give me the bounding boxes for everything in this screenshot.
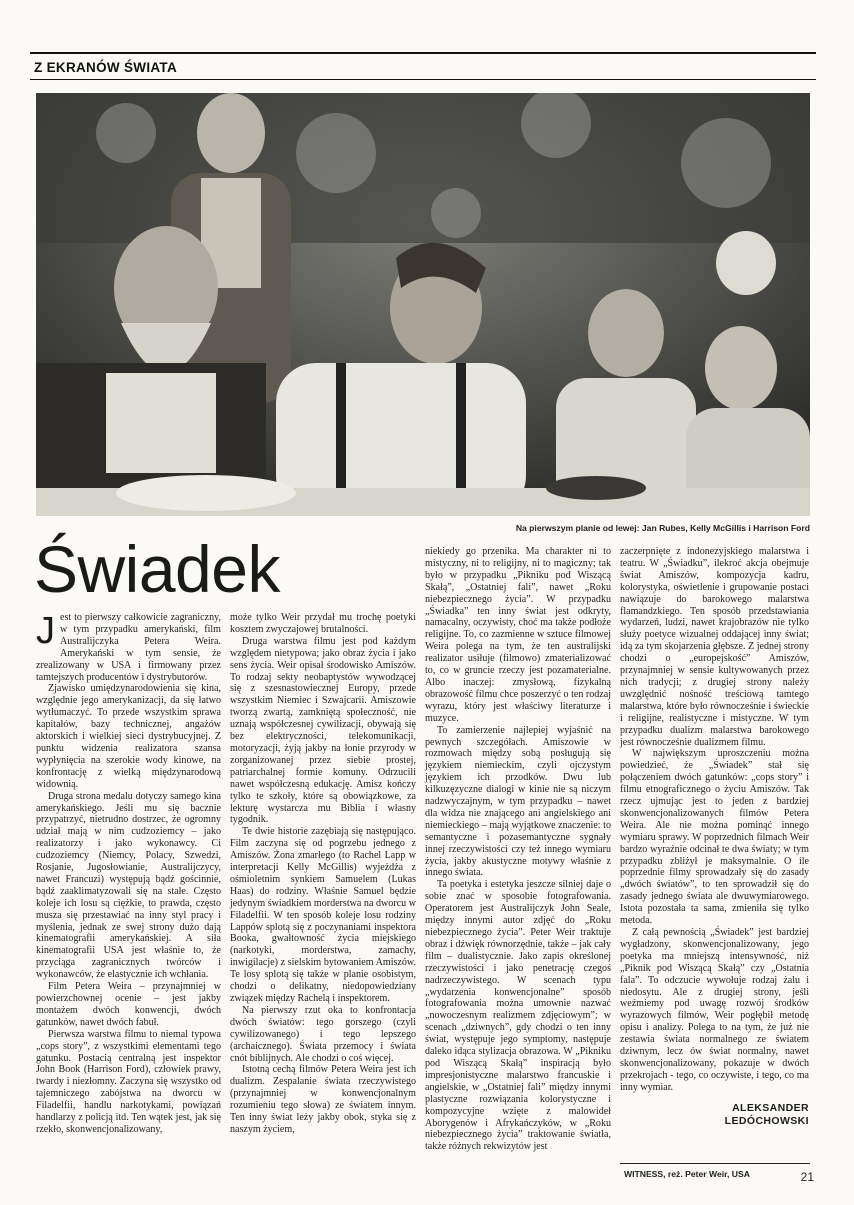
article-column-2 bbox=[230, 612, 416, 1136]
article-column-1 bbox=[36, 612, 221, 1136]
paragraph: Pierwsza warstwa filmu to niemal typowa „cops story”, z wszystkimi elementami tego gatunku. Postacią centralną jest inspektor John Book (Harrison Ford), człowiek prawy, twardy i niezłomny. Zaczyna się wszystko od tajemniczego zabójstwa na dworcu w Filadelfii, handlu narkotykami, powiązań handlarzy z policją itd. Ten wątek jest, jak się rzekło, skonwencjonalizowany, bbox=[36, 1028, 221, 1135]
article-column-4 bbox=[620, 546, 809, 1128]
section-heading: Z EKRANÓW ŚWIATA bbox=[34, 60, 178, 75]
credit-rule bbox=[620, 1163, 810, 1164]
author-first-name: ALEKSANDER bbox=[732, 1101, 809, 1114]
photo-caption: Na pierwszym planie od lewej: Jan Rubes, Kelly McGillis i Harrison Ford bbox=[515, 523, 810, 533]
top-rule bbox=[30, 52, 816, 54]
paragraph: niekiedy go przenika. Ma charakter ni to mistyczny, ni to religijny, ni to magiczny; tak było w przypadku „Pikniku pod Wiszącą Skałą”, „Ostatniej fali”, nawet „Roku niebezpiecznego życia”. W przypadku „Świadka” ten inny świat jest odkryty, namacalny, oczywisty, choć ma także podłoże religijne. To, co zazmienne w sztuce filmowej Weira polega na tym, że ten australijski realizator usiłuje (filmowo) zmaterializować to, co w gruncie rzeczy jest pozamaterialne. Albo inaczej: zmysłową, fizykalną obrazowość filmu chce poszerzyć o ten rodzaj wyrazu, który jest właściwy literaturze i muzyce. bbox=[425, 546, 611, 724]
paragraph: W największym uproszczeniu można powiedzieć, że „Świadek” stał się połączeniem dwóch gatunków: „cops story” i filmu etnograficznego o życiu Amiszów. Tak rzecz ujmując jest to jeden z bardziej skonwencjonalizowanych filmów Petera Weira. Ale nie można pominąć innego wymiaru sprawy. W poprzednich filmach Weir bardzo wyraźnie odcinał te dwa światy; w tym przypadku zbliżył je maksymalnie. O ile poprzednie filmy sprowadzały się do zasady „dwóch światów”, to ten sprowadził się do zasady jednego świata ale dwuwymiarowego. Istota pozostała ta sama, zmieniła się tylko metoda. bbox=[620, 748, 809, 927]
page-number: 21 bbox=[800, 1170, 814, 1184]
paragraph: zaczerpnięte z indonezyjskiego malarstwa i teatru. W „Świadku”, ilekroć akcja obejmuje świat Amiszów, kompozycja kadru, kolorystyka, oświetlenie i grupowanie postaci nawiązuje do barokowego malarstwa flamandzkiego. Ten sposób przedstawiania wydarzeń, ludzi, nawet krajobrazów nie tylko służy poetyce wizualnej oddającej inny świat; idą za tym skojarzenia głębsze. Z jednej strony chodzi o „europejskość” Amiszów, przynajmniej w sensie kultywowanych przez nich tradycji; z drugiej strony należy uwzględnić nośność treściową tamtego malarstwa, które było równocześnie i świeckie i religijne, realistyczne i mistyczne. W tym przypadku dualizm malarstwa barokowego jest równocześnie dualizmem filmu. bbox=[620, 546, 809, 748]
paragraph: Na pierwszy rzut oka to konfrontacja dwóch światów: tego gorszego (czyli cywilizowanego) i tego lepszego (archaicznego). Świata przemocy i świata cnót biblijnych. Ale chodzi o coś więcej. bbox=[230, 1004, 416, 1064]
article-column-3 bbox=[425, 546, 611, 1153]
paragraph: Druga warstwa filmu jest pod każdym względem nietypowa; jako obraz życia i jako sens życia. Weir opisał środowisko Amiszów. To rodzaj sekty neobaptystów wywodzącej się z szesnastowiecznej Europy, przede wszystkim Niemiec i Szwajcarii. Amiszowie tworzą zwartą, zamkniętą społeczność, nie uznają współczesnej cywilizacji, obywają się bez elektryczności, telekomunikacji, motoryzacji, żyją jakby na łonie przyrody w zorganizowanej przez siebie prostej, patriarchalnej formie komuny. Odrzucili nawet współczesną edukację. Amisz kończy tylko te szkoły, które są obowiązkowe, za lekturę wystarcza mu Biblia i własny tygodnik. bbox=[230, 635, 416, 826]
paragraph: Zjawisko umiędzynarodowienia się kina, względnie jego amerykanizacji, da się łatwo wytłumaczyć. To przede wszystkim sprawa kapitałów, bazy technicznej, angażów aktorskich i wielkiej sieci dystrybucyjnej. Z punktu widzenia realizatora szansa wypłynięcia na szerokie wody kinowe, na konfrontację z wielką międzynarodową widownią. bbox=[36, 683, 221, 790]
paragraph: Film Petera Weira – przynajmniej w powierzchownej ocenie – jest jakby montażem dwóch konwencji, dwóch gatunków, nawet dwóch fabuł. bbox=[36, 981, 221, 1028]
paragraph: Te dwie historie zazębiają się następująco. Film zaczyna się od pogrzebu jednego z Amiszów. Żona zmarłego (to Rachel Lapp w interpretacji Kelly McGillis) wyjeżdża z ośmioletnim synkiem Samuelem (Lukas Haas) do rodziny. Właśnie Samuel będzie jedynym świadkiem morderstwa na dworcu w Filadelfii. W ten sposób koleje losu rodziny Lappów splotą się z poczynaniami inspektora Booka, gwałtowność życia miejskiego (narkotyki, morderstwa, zamachy, inwigilacje) z sielskim bytowaniem Amiszów. Te losy splotą się także w planie osobistym, chodzi o delikatny, niedopowiedziany związek między Rachelą i inspektorem. bbox=[230, 826, 416, 1004]
paragraph: Istotną cechą filmów Petera Weira jest ich dualizm. Zespalanie świata rzeczywistego (przynajmniej w konwencjonalnym rozumieniu tego słowa) ze światem innym. Ten inny świat leży jakby obok, styka się z naszym życiem, bbox=[230, 1064, 416, 1135]
author-last-name: LEDÓCHOWSKI bbox=[724, 1114, 809, 1127]
drop-cap: J bbox=[36, 610, 55, 652]
paragraph: Z całą pewnością „Świadek” jest bardziej wygładzony, skonwencjonalizowany, jego poetyka ma mniejszą intensywność, niż „Piknik pod Wiszącą Skałą” czy „Ostatnia fala”. To odczucie wywołuje rodzaj żalu i niedosytu. Ale z drugiej strony, jeśli weźmiemy pod uwagę rozwój środków wyrazowych filmów, Weir pogłębił metodę opisu i analizy. Polega to na tym, że już nie zestawia świata normalnego ze światem dziwnym, lecz ów świat normalny, nawet skonwencjonalizowany, pokazuje w dwóch przekrojach - tego, co oczywiste, i tego, co ma inny wymiar. bbox=[620, 927, 809, 1093]
paragraph: Druga strona medalu dotyczy samego kina amerykańskiego. Jeśli mu się bacznie przypatrzyć, nietrudno dostrzec, że ogromny udział mają w nim cudzoziemcy – jako realizatorzy i jako wykonawcy. Ci cudzoziemcy (Niemcy, Polacy, Szwedzi, Rosjanie, Jugosłowianie, Australijczycy, nawet Francuzi) występują bądź gościnnie, bądź zaaklimatyzowali się na stałe. Często koleje ich losu są ciężkie, to prawda, często musza się przestawiać na inny styl pracy i myślenia, jednak ze swej strony dużo dają kinematografii amerykańskiej. A siła kinematografii USA jest właśnie to, że przyciąga zagranicznych twórców i wykonawców, że elastycznie ich wchłania. bbox=[36, 790, 221, 981]
photo-illustration bbox=[36, 93, 810, 516]
film-credit: WITNESS, reż. Peter Weir, USA bbox=[624, 1169, 750, 1179]
paragraph: Ta poetyka i estetyka jeszcze silniej daje o sobie znać w sposobie fotografowania. Operatorem jest Australijczyk John Seale, między innymi autor zdjęć do „Roku niebezpiecznego życia”. Peter Weir traktuje obraz i dźwięk równorzędnie, także – jak cały film – dualistycznie. Jako zapis określonej rzeczywistości i jako penetrację czegoś nadrzeczywistego. W scenach typu „wydarzenia konwencjonalne” sposób fotografowania można umownie nazwać „nowoczesnym realizmem zdjęciowym”; w scenach „dziwnych”, gdy chodzi o ten inny świat, występuje jego symptomy, następuje daleko idąca stylizacja obrazowa. W „Pikniku pod Wiszącą Skałą” inspiracją było impresjonistyczne malarstwo francuskie i angielskie, w „Ostatniej fali” między innymi plastyczne rozwiązania kolorystyczne i kompozycyjne wzięte z malowideł Aborygenów i Afrykańczyków, w „Roku niebezpiecznego życia” traktowanie światła, także różnych rekwizytów jest bbox=[425, 879, 611, 1153]
article-title: Świadek bbox=[34, 532, 280, 606]
section-rule bbox=[30, 79, 816, 80]
paragraph: To zamierzenie najlepiej wyjaśnić na pewnych szczegółach. Amiszowie w rozmowach między sobą posługują się językiem niemieckim, czyli ojczystym językiem ich przodków. Dwu lub kilkuzęzyczne dialogi w kinie nie są niczym nadzwyczajnym, w tym przypadku – nawet dla widza nie znającego ani angielskiego ani niemieckiego – mają wyjątkowe znaczenie: to semantyczne i pozasemantyczne sygnały innej rzeczywistości czy też innego wymiaru życia, jakby akustyczne motywy właśnie z innego świata. bbox=[425, 724, 611, 879]
author-byline bbox=[620, 1102, 809, 1128]
paragraph: może tylko Weir przydał mu trochę poetyki kosztem zwyczajowej brutalności. bbox=[230, 612, 416, 635]
paragraph: Jest to pierwszy całkowicie zagraniczny, w tym przypadku amerykański, film Australijczyka Petera Weira. Amerykański w tym sensie, że zrealizowany w USA i firmowany przez tamtejszych producentów i dystrybutorów. bbox=[36, 610, 221, 683]
film-still-photo bbox=[36, 93, 810, 516]
